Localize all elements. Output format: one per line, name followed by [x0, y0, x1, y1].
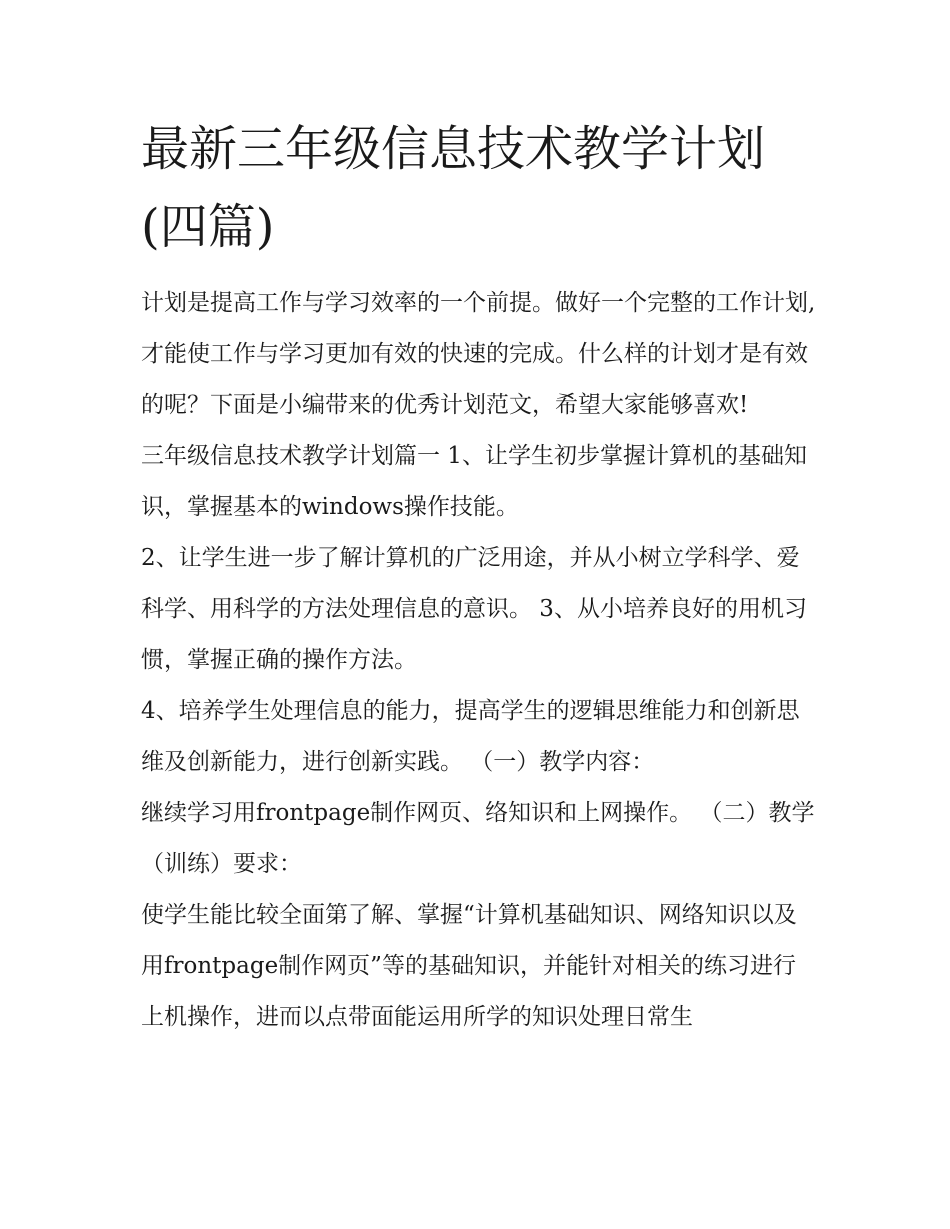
paragraph-content: 继续学习用frontpage制作网页、络知识和上网操作。 （二）教学（训练）要求：	[141, 800, 815, 877]
paragraph-requirements: 使学生能比较全面第了解、掌握“计算机基础知识、网络知识以及用frontpage制作网页”等的基础知识，并能针对相关的练习进行上机操作，进而以点带面能运用所学的知识处理日常生	[141, 902, 797, 1030]
paragraph-goal-2-3: 2、让学生进一步了解计算机的广泛用途，并从小树立学科学、爱科学、用科学的方法处理信息的意识。 3、从小培养良好的用机习惯，掌握正确的操作方法。	[141, 545, 807, 673]
paragraph-intro: 计划是提高工作与学习效率的一个前提。做好一个完整的工作计划,才能使工作与学习更加有效的快速的完成。什么样的计划才是有效的呢？下面是小编带来的优秀计划范文，希望大家能够喜欢!	[141, 290, 816, 418]
document-body	[141, 110, 816, 1043]
paragraph-goal-4: 4、培养学生处理信息的能力，提高学生的逻辑思维能力和创新思维及创新能力，进行创新实践。 （一）教学内容：	[141, 698, 800, 775]
document-title: 最新三年级信息技术教学计划(四篇)	[141, 121, 766, 255]
paragraph-goal-1: 三年级信息技术教学计划篇一 1、让学生初步掌握计算机的基础知识，掌握基本的windows操作技能。	[141, 443, 807, 520]
